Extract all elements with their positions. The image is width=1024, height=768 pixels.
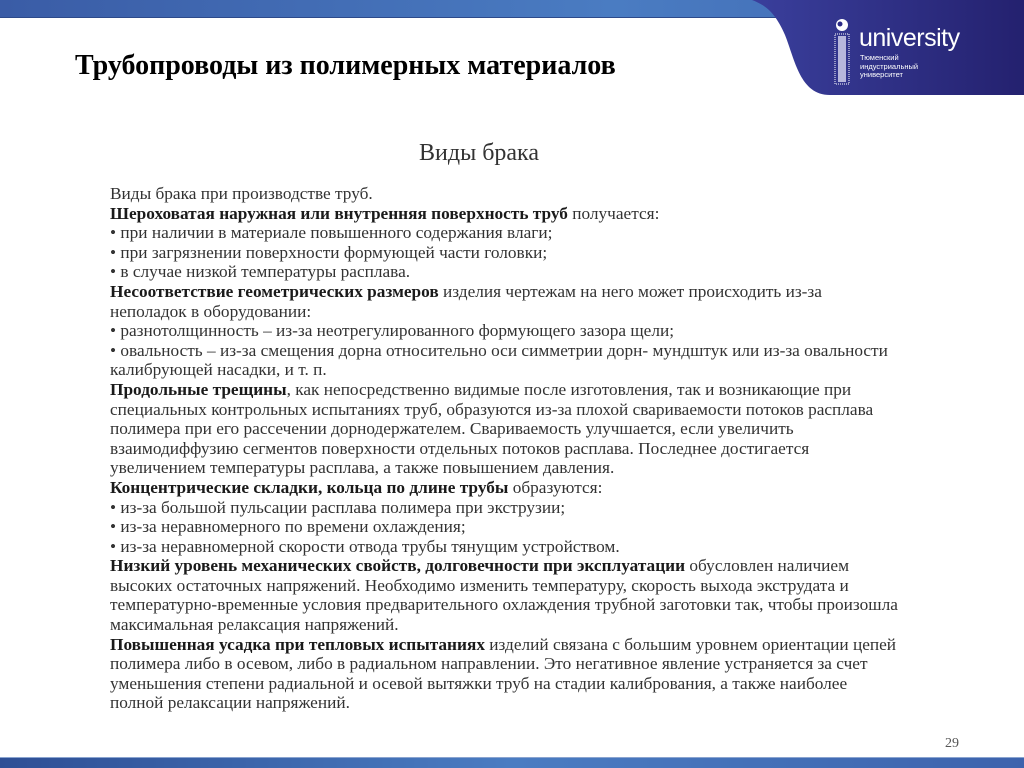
text-segment: • при загрязнении поверхности формующей части головки;	[110, 242, 548, 262]
text-segment: изделий связана с большим уровнем ориентации цепей	[484, 634, 897, 654]
text-line	[110, 517, 898, 537]
text-line	[110, 498, 898, 518]
text-line	[110, 360, 898, 380]
text-line	[110, 478, 898, 498]
text-line	[110, 204, 898, 224]
text-line	[110, 341, 898, 361]
text-line	[110, 615, 898, 635]
text-line	[110, 635, 898, 655]
text-line	[110, 674, 898, 694]
text-segment: Виды брака при производстве труб.	[110, 184, 373, 203]
text-line	[110, 556, 898, 576]
bold-term: Низкий уровень механических свойств, долговечности при эксплуатации	[110, 556, 686, 576]
logo-sub-line: университет	[860, 70, 903, 79]
text-line	[110, 223, 898, 243]
text-segment: специальных контрольных испытаниях труб, образуются из-за плохой свариваемости потоков расплава	[110, 399, 874, 419]
text-segment: изделия чертежам на него может происходить из-за	[438, 281, 822, 301]
text-segment: полимера либо в осевом, либо в радиальном направлении. Это негативное явление устраняется за счет	[110, 654, 868, 674]
text-segment: обусловлен наличием	[685, 556, 850, 576]
text-line	[110, 439, 898, 459]
logo-globe-icon	[832, 18, 856, 86]
slide-title: Трубопроводы из полимерных материалов	[75, 50, 616, 81]
text-segment: уменьшения степени радиальной и осевой вытяжки труб на стадии калибрования, а также наиболее	[110, 673, 848, 693]
text-segment: • овальность – из-за смещения дорна относительно оси симметрии дорн- мундштук или из-за овальности	[110, 340, 888, 360]
text-segment: • при наличии в материале повышенного содержания влаги;	[110, 223, 553, 243]
text-segment: получается:	[567, 203, 660, 223]
bold-term: Повышенная усадка при тепловых испытаниях	[110, 634, 485, 654]
text-segment: взаимодиффузию сегментов поверхности отдельных потоков расплава. Последнее достигается	[110, 438, 810, 458]
text-segment: максимальная релаксация напряжений.	[110, 615, 399, 635]
text-segment: высоких остаточных напряжений. Необходимо изменить температуру, скорость выхода экструдата и	[110, 575, 849, 595]
text-line	[110, 576, 898, 596]
logo-sub-line: индустриальный	[860, 61, 919, 71]
text-line	[110, 400, 898, 420]
text-segment: увеличением температуры расплава, а также повышением давления.	[110, 458, 615, 478]
text-line	[110, 595, 898, 615]
text-line	[110, 302, 898, 322]
text-line	[110, 184, 898, 204]
text-line	[110, 693, 898, 713]
text-segment: полной релаксации напряжений.	[110, 693, 350, 713]
text-segment: калибрующей насадки, и т. п.	[110, 360, 327, 380]
text-segment: • в случае низкой температуры расплава.	[110, 262, 411, 282]
text-segment: , как непосредственно видимые после изготовления, так и возникающие при	[286, 379, 852, 399]
text-segment: полимера при его рассечении дорнодержателем. Свариваемость улучшается, если увеличить	[110, 419, 794, 439]
page-number: 29	[945, 736, 959, 751]
text-line	[110, 380, 898, 400]
text-segment: неполадок в оборудовании:	[110, 301, 312, 321]
slide-body-text	[110, 184, 898, 713]
university-logo	[832, 18, 1012, 93]
text-segment: образуются:	[508, 477, 603, 497]
text-segment: • разнотолщинность – из-за неотрегулированного формующего зазора щели;	[110, 321, 675, 341]
section-heading: Виды брака	[419, 140, 539, 166]
text-line	[110, 282, 898, 302]
text-segment: • из-за неравномерной скорости отвода трубы тянущим устройством.	[110, 536, 620, 556]
logo-sub-line: Тюменский	[860, 53, 899, 62]
text-line	[110, 321, 898, 341]
bold-term: Несоответствие геометрических размеров	[110, 281, 439, 301]
text-line	[110, 458, 898, 478]
text-line	[110, 537, 898, 557]
text-segment: • из-за большой пульсации расплава полимера при экструзии;	[110, 497, 566, 517]
bottom-bar	[0, 757, 1024, 768]
bold-term: Шероховатая наружная или внутренняя поверхность труб	[110, 203, 568, 223]
text-line	[110, 262, 898, 282]
text-line	[110, 243, 898, 263]
text-segment: температурно-временные условия предварительного охлаждения трубной заготовки так, чтобы произошла	[110, 595, 898, 615]
text-line	[110, 419, 898, 439]
bold-term: Концентрические складки, кольца по длине трубы	[110, 477, 509, 497]
logo-subtitle	[860, 54, 918, 80]
logo-wordmark: university	[859, 24, 960, 52]
bold-term: Продольные трещины	[110, 379, 287, 399]
text-segment: • из-за неравномерного по времени охлаждения;	[110, 517, 466, 537]
text-line	[110, 654, 898, 674]
